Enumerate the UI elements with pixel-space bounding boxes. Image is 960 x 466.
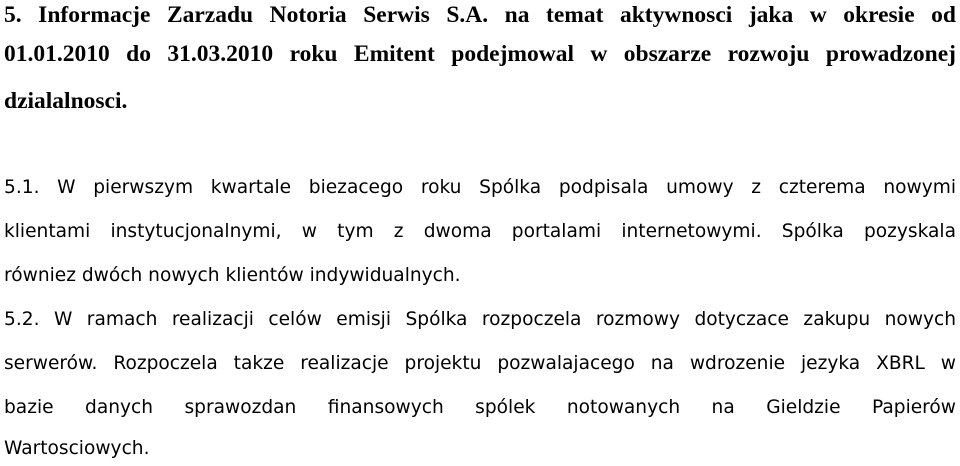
paragraph-5-2-line-4: Wartosciowych. [4, 438, 150, 459]
heading-line-2: 01.01.2010 do 31.03.2010 roku Emitent podejmowal w obszarze rozwoju prowadzonej [4, 41, 956, 67]
paragraph-5-2-line-3: bazie danych sprawozdan finansowych spólek notowanych na Gieldzie Papierów [4, 397, 956, 418]
heading-line-1: 5. Informacje Zarzadu Notoria Serwis S.A. na temat aktywnosci jaka w okresie od [4, 2, 956, 28]
paragraph-5-1-line-2: klientami instytucjonalnymi, w tym z dwoma portalami internetowymi. Spólka pozyskala [4, 221, 956, 242]
paragraph-5-2-line-2: serwerów. Rozpoczela takze realizacje projektu pozwalajacego na wdrozenie jezyka XBRL w [4, 353, 956, 374]
paragraph-5-2-line-1: 5.2. W ramach realizacji celów emisji Spólka rozpoczela rozmowy dotyczace zakupu nowych [4, 309, 956, 330]
paragraph-5-1-line-1: 5.1. W pierwszym kwartale biezacego roku Spólka podpisala umowy z czterema nowymi [4, 177, 956, 198]
paragraph-5-1-line-3: równiez dwóch nowych klientów indywidualnych. [4, 265, 461, 286]
heading-line-3: dzialalnosci. [4, 88, 128, 114]
